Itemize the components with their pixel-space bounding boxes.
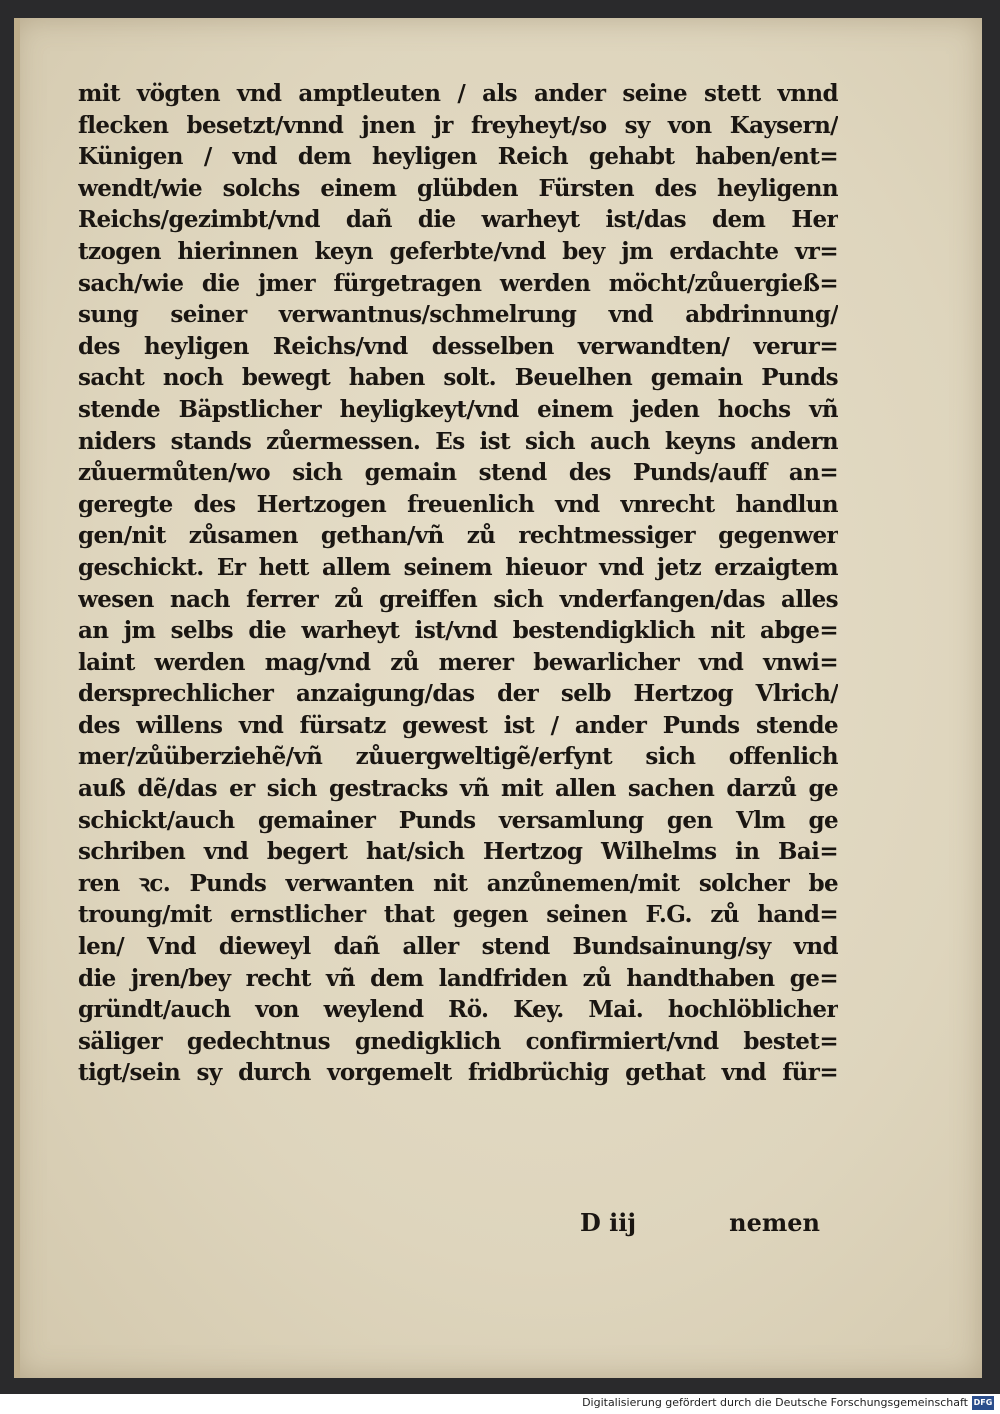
- text-line: dersprechlicher anzaigung/das der selb Hertzog Vlrich/: [78, 680, 838, 708]
- funding-credit: Digitalisierung gefördert durch die Deutsche Forschungsgemeinschaft: [582, 1396, 968, 1409]
- text-line: die jren/bey recht vñ dem landfriden zů handthaben ge=: [78, 964, 838, 992]
- text-line: gen/nit zůsamen gethan/vñ zů rechtmessiger gegenwer: [78, 522, 838, 550]
- text-line: sach/wie die jmer fürgetragen werden möcht/zůuergieß=: [78, 269, 838, 297]
- text-line: mit vögten vnd amptleuten / als ander seine stett vnnd: [78, 80, 838, 107]
- text-line: tzogen hierinnen keyn geferbte/vnd bey jm erdachte vr=: [78, 237, 838, 265]
- text-line: des willens vnd fürsatz gewest ist / ander Punds stende: [78, 711, 838, 739]
- page-footer-row: [580, 1208, 840, 1244]
- text-line: gründt/auch von weylend Rö. Key. Mai. hochlöblicher: [78, 996, 838, 1024]
- blackletter-text-block: [78, 78, 838, 1089]
- text-line: len/ Vnd dieweyl dañ aller stend Bundsainung/sy vnd: [78, 933, 838, 961]
- text-line: geschickt. Er hett allem seinem hieuor vnd jetz erzaigtem: [78, 553, 838, 581]
- text-line: stende Bäpstlicher heyligkeyt/vnd einem jeden hochs vñ: [78, 395, 838, 423]
- text-line: auß dẽ/das er sich gestracks vñ mit allen sachen darzů ge: [78, 775, 838, 803]
- text-line: sacht noch bewegt haben solt. Beuelhen gemain Punds: [78, 364, 838, 392]
- text-line: schriben vnd begert hat/sich Hertzog Wilhelms in Bai=: [78, 838, 838, 866]
- text-line: zůuermůten/wo sich gemain stend des Punds/auff an=: [78, 459, 838, 487]
- signature-mark: D iij: [580, 1208, 637, 1237]
- text-line: des heyligen Reichs/vnd desselben verwandten/ verur=: [78, 332, 838, 360]
- text-line: tigt/sein sy durch vorgemelt fridbrüchig gethat vnd für=: [78, 1059, 838, 1087]
- text-line: säliger gedechtnus gnedigklich confirmiert/vnd bestet=: [78, 1027, 838, 1055]
- text-line: sung seiner verwantnus/schmelrung vnd abdrinnung/: [78, 301, 838, 329]
- text-line: wesen nach ferrer zů greiffen sich vnderfangen/das alles: [78, 585, 838, 613]
- text-line: Reichs/gezimbt/vnd dañ die warheyt ist/das dem Her: [78, 206, 838, 234]
- text-line: flecken besetzt/vnnd jnen jr freyheyt/so sy von Kaysern/: [78, 111, 838, 139]
- dfg-logo-icon: DFG: [972, 1396, 994, 1410]
- text-line: ren ꝛc. Punds verwanten nit anzůnemen/mit solcher be: [78, 869, 838, 897]
- text-line: Künigen / vnd dem heyligen Reich gehabt haben/ent=: [78, 143, 838, 171]
- page-edge: [14, 18, 20, 1378]
- text-line: an jm selbs die warheyt ist/vnd bestendigklich nit abge=: [78, 617, 838, 645]
- text-line: mer/zůüberziehẽ/vñ zůuergweltigẽ/erfynt sich offenlich: [78, 743, 838, 771]
- catchword: nemen: [729, 1208, 820, 1237]
- text-line: troung/mit ernstlicher that gegen seinen F.G. zů hand=: [78, 901, 838, 929]
- digitization-footer: [0, 1394, 1000, 1414]
- text-line: laint werden mag/vnd zů merer bewarlicher vnd vnwi=: [78, 648, 838, 676]
- text-line: wendt/wie solchs einem glübden Fürsten des heyligenn: [78, 174, 838, 202]
- text-line: geregte des Hertzogen freuenlich vnd vnrecht handlun: [78, 490, 838, 518]
- text-line: niders stands zůermessen. Es ist sich auch keyns andern: [78, 427, 838, 455]
- text-line: schickt/auch gemainer Punds versamlung gen Vlm ge: [78, 806, 838, 834]
